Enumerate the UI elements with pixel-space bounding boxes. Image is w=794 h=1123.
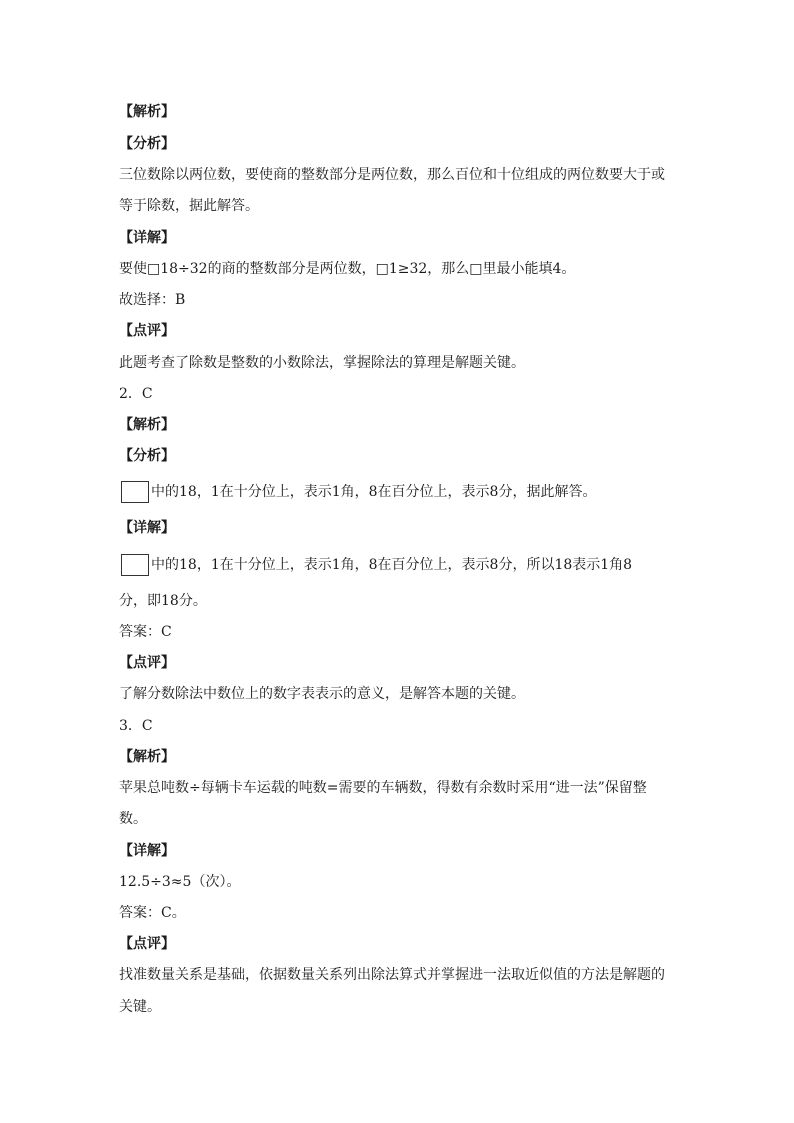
answer-line: 故选择：B — [119, 292, 186, 308]
section-heading-dianping: 【点评】 — [119, 936, 175, 952]
section-heading-jiexi: 【解析】 — [119, 749, 175, 765]
paragraph-line: 关键。 — [119, 999, 161, 1015]
paragraph-line: 此题考查了除数是整数的小数除法，掌握除法的算理是解题关键。 — [119, 355, 525, 371]
answer-line: 答案：C。 — [119, 905, 186, 921]
section-heading-xiangjie: 【详解】 — [119, 843, 175, 859]
section-heading-xiangjie: 【详解】 — [119, 230, 175, 246]
section-heading-dianping: 【点评】 — [119, 655, 175, 671]
paragraph-line — [121, 554, 681, 576]
paragraph-line: 三位数除以两位数，要使商的整数部分是两位数，那么百位和十位组成的两位数要大于或 — [119, 167, 665, 183]
paragraph-line: 找准数量关系是基础，依据数量关系列出除法算式并掌握进一法取近似值的方法是解题的 — [119, 967, 665, 983]
question-label: 3．C — [119, 718, 153, 734]
answer-line: 答案：C — [119, 624, 172, 640]
paragraph-line: 12.5÷3≈5（次）。 — [119, 874, 241, 890]
paragraph-line: 分，即18分。 — [119, 593, 207, 609]
paragraph-line: 等于除数，据此解答。 — [119, 198, 259, 214]
section-heading-fenxi: 【分析】 — [119, 136, 175, 152]
paragraph-text: 中的18，1在十分位上，表示1角，8在百分位上，表示8分，据此解答。 — [151, 484, 597, 500]
image-placeholder-box — [121, 481, 149, 503]
question-label: 2．C — [119, 386, 153, 402]
section-heading-dianping: 【点评】 — [119, 323, 175, 339]
paragraph-line: 数。 — [119, 811, 147, 827]
paragraph-line: 了解分数除法中数位上的数字表表示的意义，是解答本题的关键。 — [119, 686, 525, 702]
section-heading-fenxi: 【分析】 — [119, 448, 175, 464]
paragraph-text: 中的18，1在十分位上，表示1角，8在百分位上，表示8分，所以18表示1角8 — [151, 557, 633, 573]
image-placeholder-box — [121, 554, 149, 576]
paragraph-line: 要使□18÷32的商的整数部分是两位数，□1≥32，那么□里最小能填4。 — [119, 261, 576, 277]
section-heading-jiexi: 【解析】 — [119, 417, 175, 433]
paragraph-line — [121, 481, 681, 503]
section-heading-jiexi: 【解析】 — [119, 104, 175, 120]
section-heading-xiangjie: 【详解】 — [119, 520, 175, 536]
paragraph-line: 苹果总吨数÷每辆卡车运载的吨数=需要的车辆数，得数有余数时采用“进一法”保留整 — [119, 780, 647, 796]
